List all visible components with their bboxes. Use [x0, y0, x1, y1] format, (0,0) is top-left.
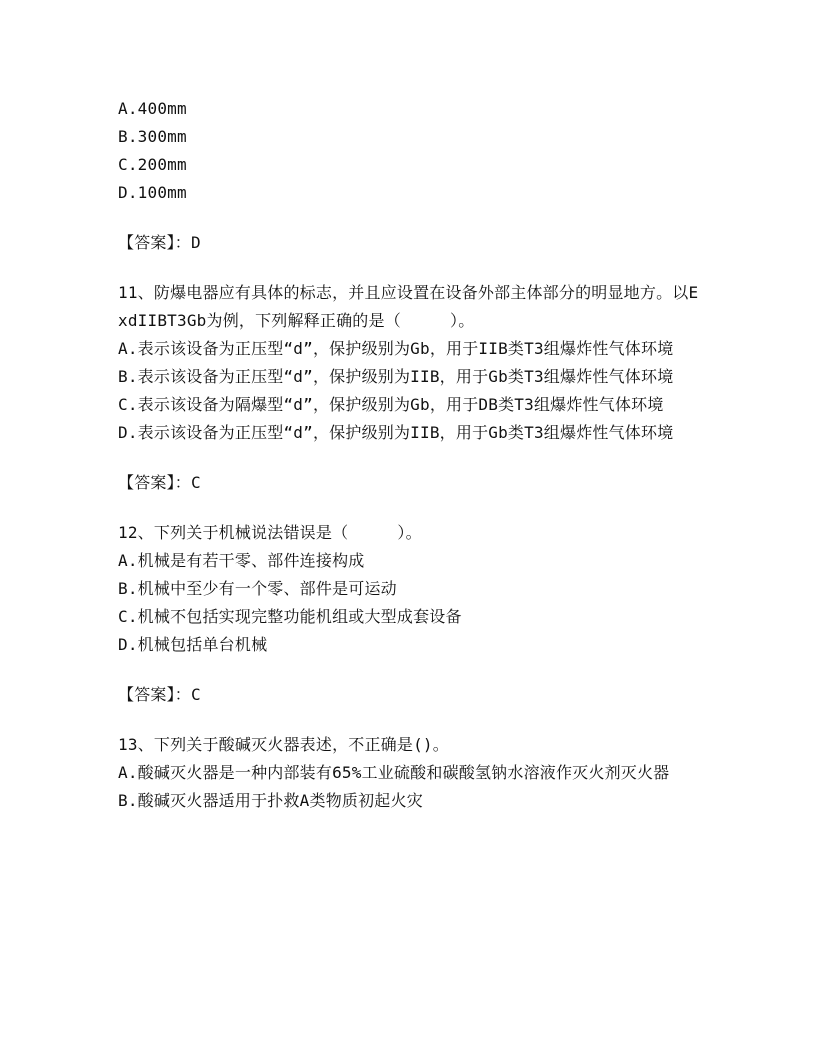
q13-stem: 13、下列关于酸碱灭火器表述，不正确是()。 [118, 735, 449, 754]
q11-option-a: A.表示该设备为正压型“d”，保护级别为Gb，用于IIB类T3组爆炸性气体环境 [118, 339, 674, 358]
q10-option-c: C.200mm [118, 155, 187, 174]
spacer [118, 497, 708, 519]
question-13 [118, 731, 708, 815]
q13-option-a: A.酸碱灭火器是一种内部装有65%工业硫酸和碳酸氢钠水溶液作灭火剂灭火器 [118, 763, 670, 782]
answer-12: 【答案】：C [118, 685, 201, 704]
spacer [118, 709, 708, 731]
spacer [118, 659, 708, 681]
q12-option-b: B.机械中至少有一个零、部件是可运动 [118, 579, 397, 598]
spacer [118, 257, 708, 279]
q13-option-b: B.酸碱灭火器适用于扑救A类物质初起火灾 [118, 791, 423, 810]
q10-options [118, 95, 708, 207]
q11-stem: 11、防爆电器应有具体的标志，并且应设置在设备外部主体部分的明显地方。以ExdIIBT3Gb为例，下列解释正确的是（ ）。 [118, 283, 699, 330]
q11-option-d: D.表示该设备为正压型“d”，保护级别为IIB，用于Gb类T3组爆炸性气体环境 [118, 423, 674, 442]
q11-option-c: C.表示该设备为隔爆型“d”，保护级别为Gb，用于DB类T3组爆炸性气体环境 [118, 395, 664, 414]
q12-option-d: D.机械包括单台机械 [118, 635, 268, 654]
q10-option-b: B.300mm [118, 127, 187, 146]
q10-option-d: D.100mm [118, 183, 187, 202]
q12-stem: 12、下列关于机械说法错误是（ ）。 [118, 523, 422, 542]
spacer [118, 207, 708, 229]
q10-option-a: A.400mm [118, 99, 187, 118]
answer-10: 【答案】：D [118, 233, 201, 252]
document-page [118, 95, 708, 815]
q11-option-b: B.表示该设备为正压型“d”，保护级别为IIB，用于Gb类T3组爆炸性气体环境 [118, 367, 674, 386]
spacer [118, 447, 708, 469]
answer-11: 【答案】：C [118, 473, 201, 492]
question-12 [118, 519, 708, 659]
q12-option-a: A.机械是有若干零、部件连接构成 [118, 551, 365, 570]
q12-option-c: C.机械不包括实现完整功能机组或大型成套设备 [118, 607, 462, 626]
question-11 [118, 279, 708, 447]
